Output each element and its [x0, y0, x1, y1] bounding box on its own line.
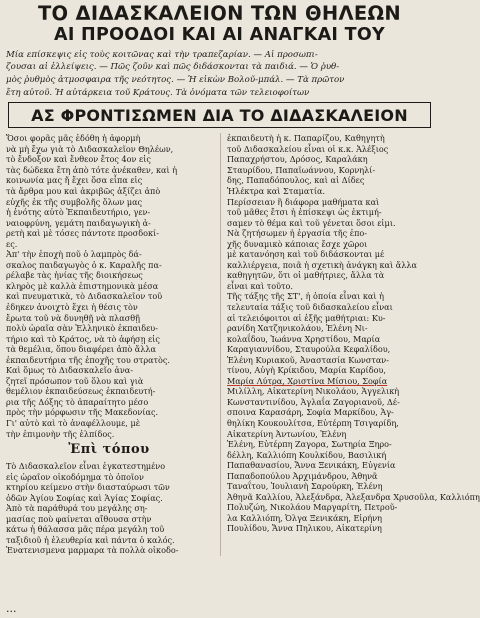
- text-line: Αἰκατερίνη Ἀντωνίου, Ἑλένη: [227, 428, 347, 439]
- left-column: [6, 133, 212, 556]
- headline-main: ΤΟ ΔΙΔΑΣΚΑΛΕΙΟΝ ΤΩΝ ΘΗΛΕΩΝ: [37, 2, 402, 25]
- text-line: Παπαχρήστου, Δρόσος, Καραλάκη: [227, 154, 368, 165]
- intro-line: Μία επίσκεψις εἰς τοὺς κοιτῶνας καὶ τὴν τραπεζαρίαν. — Αἱ προσωπι-: [6, 49, 318, 60]
- text-line: μασίας ποὺ φαίνεται αἴθουσα στὴν: [6, 513, 152, 524]
- text-line: Σταυρίδου, Παπαϊωάννου, Κορνηλί-: [227, 164, 376, 175]
- text-line: Ἐνατενισμενα μαρμαρα τὰ πολλὰ οἰκοδο-: [6, 545, 179, 556]
- text-line: Ταναΐτου, Ἰουλιανὴ Σαρούρκη, Ἑλένη: [227, 481, 383, 492]
- text-line: Παπαδοπούλου Ἀρχιμάνδρου, Ἀθηνᾶ: [227, 470, 378, 481]
- text-line: Γι' αὐτὸ καὶ τὸ ἀναφέλλουμε, μὲ: [6, 417, 141, 428]
- intro-line: ζουσαι αἱ ἐλλείψεις. — Πῶς ζοῦν καὶ πῶς διδάσκονται τὰ παιδιά. — Ὁ ῥυθ-: [6, 62, 340, 73]
- text-line: τὴν ἐπιμονὴν τῆς ἐλπίδος.: [6, 428, 115, 439]
- text-line: τὰς δώδεκα ἔτη ἀπὸ τότε ἀνέκαθεν, καὶ ἡ: [6, 164, 178, 175]
- text-line: εἶναι καὶ τοῦτο.: [227, 280, 293, 291]
- left-column-text-2: [6, 461, 212, 556]
- text-line: σκαλος παιδαγωγὸς ὁ κ. Καραλῆς πα-: [6, 259, 162, 270]
- text-line: κοινωνία μας ἤ ἔχει ὅσα εἶπα εἰς: [6, 175, 143, 186]
- text-line: καλλιέργεια, ποιᾶ ἡ σχετικὴ ἀνάγκη καὶ ἄλλα: [227, 259, 417, 270]
- text-line: Ἠλέκτρα καὶ Σταματία.: [227, 185, 326, 196]
- text-line: εὐχῆς ἐκ τῆς συμβολῆς ὅλων μας: [6, 196, 143, 207]
- left-column-text: [6, 133, 212, 439]
- text-line: αἱ τελειόφοιτοι αἱ ἑξῆς μαθήτριαι: Κυ-: [227, 312, 386, 323]
- text-line: ἐκπαιδευτήρια τῆς ἐποχῆς του στρατὸς.: [6, 354, 170, 365]
- text-line: κτηρίου κείμενο στὴν διασταύρωσι τῶν: [6, 482, 170, 493]
- text-line: Παπαθανασίου, Ἄννα Ξενικάκη, Εὐγενία: [227, 460, 396, 471]
- text-line: Ἀπὸ τὰ παράθυρά του μεγάλης ση-: [6, 503, 148, 514]
- right-column-text: [227, 133, 480, 534]
- article-banner: ΑΣ ΦΡΟΝΤΙΣΩΜΕΝ ΔΙΑ ΤΟ ΔΙΔΑΣΚΑΛΕΙΟΝ: [8, 102, 431, 128]
- text-line: τελευταία τάξις τοῦ διδασκαλείου εἶναι: [227, 301, 393, 312]
- text-line: Ἑλένη, Εὐτέρπη Ζαγορα, Σωτηρία Ξηρο-: [227, 439, 392, 450]
- text-line: Ἀπ' τὴν ἐποχὴ ποῦ ὁ λαμπρὸς δά-: [6, 249, 142, 260]
- text-line: ρέλαβε τὰς ἡνίας τῆς διοικήσεως: [6, 270, 143, 281]
- text-line: θηλίκη Κουκουλίτσα, Εὐτέρπη Τσιγαρίδη,: [227, 417, 399, 428]
- continuation-mark: ...: [6, 602, 17, 615]
- article-columns: [6, 133, 480, 556]
- text-line: τοῦ μᾶθες ἔτσι ἡ ἐπίσκεψι ὡς ἐκτιμή-: [227, 207, 382, 218]
- text-line: κολαΐδου, Ἰωάννα Χρηστίδου, Μαρία: [227, 333, 381, 344]
- text-line: Πουλίδου, Ἄννα Πηλικου, Αἰκατερίνη: [227, 523, 382, 534]
- text-line: τὰ ἄρθρα μου καὶ ἀκριβῶς ἀξίζει ἀπὸ: [6, 185, 161, 196]
- left-subhead: Ἐπὶ τόπου: [68, 442, 150, 458]
- text-line: ρανίδη Χατζηνικολάου, Ἑλένη Νι-: [227, 323, 368, 334]
- text-line: ναιοφρύνη, γεμάτη παιδαγωγικὴ ἀ-: [6, 217, 151, 228]
- text-line: σποινα Καρασάρη, Σοφία Μαρκίδου, Ἀγ-: [227, 407, 394, 418]
- right-column: [220, 133, 480, 556]
- text-line: ἡ ἐνότης αὐτὸ Ἐκπαιδευτήριο, γεν-: [6, 207, 151, 218]
- text-line: ἐκπαιδευτὴ ἡ κ. Παπαρίζου, Καθηγητὴ: [227, 133, 385, 144]
- highlighted-name: Μαρία Λύτρα, Χριστίνα Μίσιου, Σοφία: [227, 375, 388, 386]
- text-line: τὰ θεμέλια, ὅπου διαφέρει ἀπὸ ἄλλα: [6, 344, 156, 355]
- text-line: Καραγιαννίδου, Σταυρούλα Κεφαλίδου,: [227, 344, 391, 355]
- text-line: νὰ μὴ ἔχω γιὰ τὸ Διδασκαλεῖον Θηλέων,: [6, 143, 174, 154]
- text-line: τοῦ Διδασκαλείου εἶναι οἱ κ.κ. Ἀλέξιος: [227, 143, 389, 154]
- text-line: εἰς ὡραῖον οἰκοδόμημα τὸ ὁποῖον: [6, 471, 144, 482]
- text-line: πρὸς τὴν μόρφωσιν τῆς Μακεδονίας.: [6, 407, 159, 418]
- text-line: ἐδηκεν ἀνοιχτὸ ἔχει ἡ θέσις τὸν: [6, 301, 138, 312]
- text-line: κληρὸς μὲ καλλὰ ἐπιστημονικὰ μέσα: [6, 280, 159, 291]
- text-line: ρετὴ καὶ μὲ τόσες πάντοτε προσδοκί-: [6, 228, 159, 239]
- text-line: ταξιδιοῦ ἡ ἐλευθερία καὶ πάντα ὁ καλός.: [6, 534, 175, 545]
- text-line: Ὅσοι φορᾶς μᾶς ἐδόθη ἡ ἀφορμὴ: [6, 133, 141, 144]
- text-line: κάτω ἡ θάλασσα μᾶς πέρα μεγάλη τοῦ: [6, 524, 165, 535]
- text-line: τὸ ἔνδοξον καὶ ἔνθεον ἔτος 4ον εἰς: [6, 154, 151, 165]
- text-line: Τῆς τάξης τῆς ΣΤ', ἡ ὁποία εἶναι καὶ ἡ: [227, 291, 384, 302]
- text-line: χῆς δυναμικὸ κάποιας ἔσχε χῶροι: [227, 238, 368, 249]
- text-line: Πολυζώη, Νικολάου Μαργαρίτη, Πετροῦ-: [227, 502, 398, 513]
- intro-line: μὸς ῥυθμὸς ἀτμοσφαιρα τῆς νεότητος. — Ἡ εἰκὼν Βολοῦ-μπάλ. — Τὰ πρῶτον: [6, 75, 345, 86]
- text-line: Κωνσταντινίδου, Ἀγλαΐα Ζαγοριανοῦ, Δέ-: [227, 396, 400, 407]
- text-line: καὶ πνευματικὰ, τὸ Διδασκαλεῖον τοῦ: [6, 291, 163, 302]
- intro-summary: [6, 49, 433, 99]
- text-line: τίνου, Αὐγὴ Κρίκιδου, Μαρία Καρίδου,: [227, 365, 386, 376]
- text-line: Ἑλένη Κυριακοῦ, Ἀναστασία Κωνσταν-: [227, 354, 389, 365]
- text-line: λα Καλλιόπη, Ὀλγα Ξενικάκη, Εἰρήνη: [227, 512, 382, 523]
- text-line: Τὸ Διδασκαλεῖον εἶναι ἐγκατεστημένο: [6, 461, 166, 472]
- intro-line: ἔτη αὐτοῦ. Ἡ αὐτάρκεια τοῦ Κράτους. Τὰ ὀνόματα τῶν τελειοφοίτων: [6, 87, 310, 98]
- text-line: Νὰ ζητήσωμεν ἡ ἐργασία τῆς ἐπο-: [227, 228, 368, 239]
- text-line: ζητεῖ πρόσωπον τοῦ ὅλου καὶ γιὰ: [6, 375, 144, 386]
- text-line: σαμεν τὸ θέμα καὶ τοῦ γένεται ὅσοι εἰμι.: [227, 217, 396, 228]
- text-line: Ἀθηνᾶ Καλλίου, Ἀλεξάνδρα, Ἀλεξανδρα Χρυσοῦλα, Καλλιόπη: [227, 491, 480, 502]
- text-line: δέλλη, Καλλιόπη Κουλκίδου, Βασιλική: [227, 449, 387, 460]
- text-line: μὲ κατανόηση καὶ τοῦ διδάσκονται μέ: [227, 249, 385, 260]
- text-line: καθηγητῶν, ὅτι οἱ μαθήτριες, ἄλλα τὰ: [227, 270, 385, 281]
- text-line: θεμέλιον ἐκπαιδεύσεως ἐκπαιδευτή-: [6, 386, 156, 397]
- text-line: πολὺ ὡραῖα σὰν Ἑλληνικὸ ἐκπαιδευ-: [6, 323, 158, 334]
- text-line: δης, Παπαδόπουλος, καὶ αἱ Δίδες: [227, 175, 365, 186]
- text-line: ἔρωτα τοῦ νὰ δυνηθῇ νὰ πλασθῇ: [6, 312, 140, 323]
- text-line: ὁδῶν Ἀγίου Σοφίας καὶ Ἁγίας Σοφίας.: [6, 492, 163, 503]
- text-line: Καὶ ὅμως τὸ Διδασκαλεῖο ἀνα-: [6, 365, 133, 376]
- headline-secondary: ΑΙ ΠΡΟΟΔΟΙ ΚΑΙ ΑΙ ΑΝΑΓΚΑΙ ΤΟΥ: [53, 25, 386, 46]
- text-line: ρια τῆς Δόξης τὸ ἀπαραίτητο μέσο: [6, 396, 149, 407]
- text-line: [227, 376, 433, 387]
- text-line: ες.: [6, 238, 18, 249]
- text-line: Μιλίλλη, Αἰκατερίνη Νικολάου, Ἀγγελικὴ: [227, 386, 400, 397]
- text-line: Περίσσειαν ἢ διάφορα μαθήματα καὶ: [227, 196, 380, 207]
- text-line: τήριο καὶ τὸ Κράτος, νὰ τὸ ἀφήσῃ εἰς: [6, 333, 160, 344]
